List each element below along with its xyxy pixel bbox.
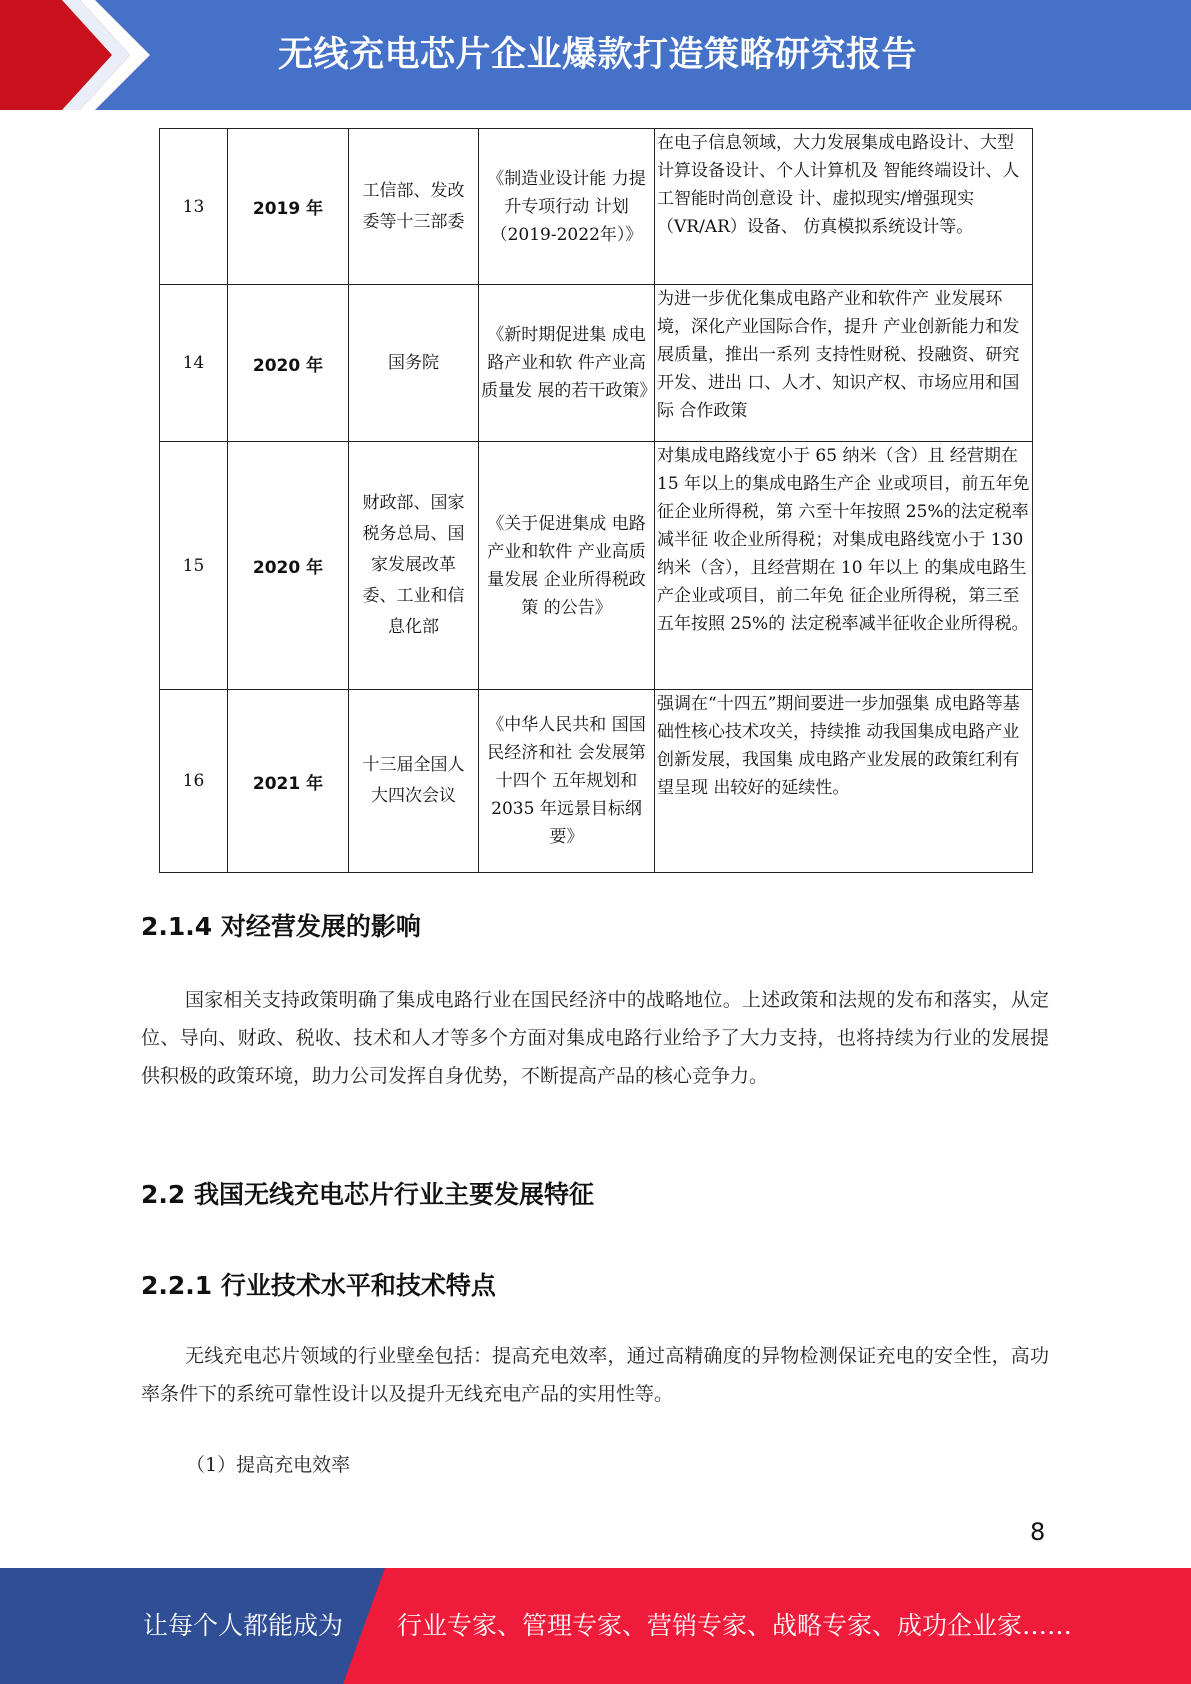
- row-year: 2020 年: [228, 442, 349, 690]
- row-policy-name: 《新时期促进集 成电路产业和软 件产业高质量发 展的若干政策》: [479, 285, 655, 442]
- row-policy-name: 《制造业设计能 力提升专项行动 计划（2019-2022年）》: [479, 129, 655, 285]
- row-number: 14: [160, 285, 228, 442]
- row-policy-content: 强调在“十四五”期间要进一步加强集 成电路等基础性核心技术攻关，持续推 动我国集成电路产业创新发展，我国集 成电路产业发展的政策红利有望呈现 出较好的延续性。: [655, 690, 1033, 873]
- row-policy-content: 为进一步优化集成电路产业和软件产 业发展环境，深化产业国际合作，提升 产业创新能力和发展质量，推出一系列 支持性财税、投融资、研究开发、进出 口、人才、知识产权、市场应用和国际 合作政策: [655, 285, 1033, 442]
- section-2-1-4-paragraph: 国家相关支持政策明确了集成电路行业在国民经济中的战略地位。上述政策和法规的发布和落实，从定位、导向、财政、税收、技术和人才等多个方面对集成电路行业给予了大力支持，也将持续为行业的发展提供积极的政策环境，助力公司发挥自身优势，不断提高产品的核心竞争力。: [141, 989, 1049, 1087]
- section-heading-2-1-4: 2.1.4 对经营发展的影响: [141, 912, 421, 941]
- table-row: [160, 129, 1033, 285]
- report-title: 无线充电芯片企业爆款打造策略研究报告: [278, 35, 918, 75]
- page-header: [0, 0, 1191, 110]
- row-year: 2019 年: [228, 129, 349, 285]
- row-department: 财政部、国家税务总局、国家发展改革委、工业和信息化部: [349, 442, 479, 690]
- table-row: [160, 285, 1033, 442]
- list-item-1: （1）提高充电效率: [186, 1454, 351, 1476]
- row-number: 15: [160, 442, 228, 690]
- section-heading-2-2-1: 2.2.1 行业技术水平和技术特点: [141, 1271, 496, 1300]
- footer-slogan-right: 行业专家、管理专家、营销专家、战略专家、成功企业家……: [397, 1611, 1073, 1640]
- section-2-2-1-paragraph: 无线充电芯片领域的行业壁垒包括：提高充电效率，通过高精确度的异物检测保证充电的安全性，高功率条件下的系统可靠性设计以及提升无线充电产品的实用性等。: [141, 1345, 1049, 1405]
- row-policy-content: 在电子信息领域，大力发展集成电路设计、大型计算设备设计、个人计算机及 智能终端设计、人工智能时尚创意设 计、虚拟现实/增强现实（VR/AR）设备、 仿真模拟系统设计等。: [655, 129, 1033, 285]
- row-year: 2021 年: [228, 690, 349, 873]
- page-number: 8: [1030, 1518, 1046, 1546]
- row-policy-name: 《中华人民共和 国国民经济和社 会发展第十四个 五年规划和 2035 年远景目标纲 要》: [479, 690, 655, 873]
- row-department: 工信部、发改委等十三部委: [349, 129, 479, 285]
- section-heading-2-2: 2.2 我国无线充电芯片行业主要发展特征: [141, 1180, 594, 1209]
- policy-table: [159, 128, 1033, 873]
- page-footer: [0, 1568, 1191, 1684]
- row-department: 十三届全国人大四次会议: [349, 690, 479, 873]
- table-row: [160, 442, 1033, 690]
- row-policy-name: 《关于促进集成 电路产业和软件 产业高质量发展 企业所得税政策 的公告》: [479, 442, 655, 690]
- row-policy-content: 对集成电路线宽小于 65 纳米（含）且 经营期在 15 年以上的集成电路生产企 业或项目，前五年免征企业所得税，第 六至十年按照 25%的法定税率减半征 收企业所得税；对集成电路线宽小于 130 纳米（含），且经营期在 10 年以上 的集成电路生产企业或项目，前二年免 征企业所得税，第三至五年按照 25%的 法定税率减半征收企业所得税。: [655, 442, 1033, 690]
- row-number: 16: [160, 690, 228, 873]
- row-year: 2020 年: [228, 285, 349, 442]
- row-department: 国务院: [349, 285, 479, 442]
- row-number: 13: [160, 129, 228, 285]
- footer-slogan-left: 让每个人都能成为: [143, 1611, 344, 1640]
- table-row: [160, 690, 1033, 873]
